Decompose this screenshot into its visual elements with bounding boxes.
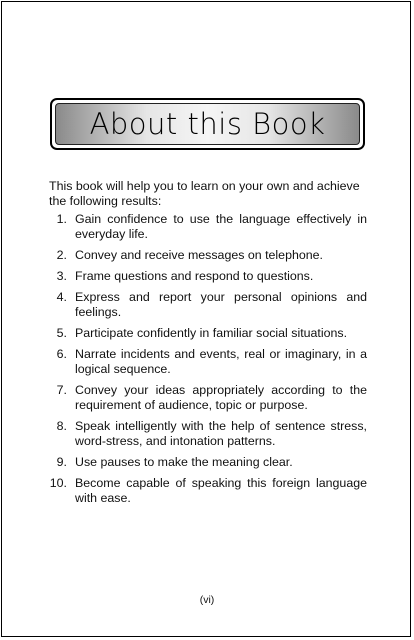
list-item — [49, 212, 367, 242]
list-item-number: 9. — [56, 455, 67, 469]
intro-paragraph: This book will help you to learn on your own and achieve the following results: — [49, 179, 360, 208]
list-item-text: Participate confidently in familiar social situations. — [75, 326, 348, 340]
list-item-number: 3. — [56, 269, 67, 283]
list-item-text: Use pauses to make the meaning clear. — [75, 455, 293, 469]
list-item — [49, 269, 367, 284]
list-item-number: 2. — [56, 248, 67, 262]
list-item — [49, 290, 367, 320]
list-item — [49, 476, 367, 506]
list-item — [49, 326, 367, 341]
title-banner — [50, 98, 365, 150]
list-item-text: Frame questions and respond to questions. — [75, 269, 314, 283]
page-title: About this Book — [89, 107, 326, 141]
list-item-text: Speak intelligently with the help of sentence stress, word-stress, and intonation patterns. — [75, 419, 367, 448]
list-item-number: 8. — [56, 419, 67, 433]
list-item — [49, 419, 367, 449]
list-item — [49, 455, 367, 470]
list-item-number: 6. — [56, 347, 67, 361]
title-banner-inner — [55, 103, 360, 145]
list-item — [49, 248, 367, 263]
list-item-text: Narrate incidents and events, real or imaginary, in a logical sequence. — [75, 347, 367, 376]
list-item — [49, 383, 367, 413]
page-number: (vi) — [199, 594, 215, 606]
list-item-number: 4. — [56, 290, 67, 304]
list-item-number: 5. — [56, 326, 67, 340]
list-item-number: 1. — [56, 212, 67, 226]
list-item-text: Express and report your personal opinions and feelings. — [75, 290, 367, 319]
list-item-number: 7. — [56, 383, 67, 397]
list-item-text: Become capable of speaking this foreign language with ease. — [75, 476, 367, 505]
list-item — [49, 347, 367, 377]
list-item-text: Convey and receive messages on telephone. — [75, 248, 323, 262]
list-item-number: 10. — [49, 476, 67, 490]
results-list — [49, 212, 367, 512]
list-item-text: Gain confidence to use the language effectively in everyday life. — [75, 212, 367, 241]
list-item-text: Convey your ideas appropriately according to the requirement of audience, topic or purpose. — [75, 383, 367, 412]
